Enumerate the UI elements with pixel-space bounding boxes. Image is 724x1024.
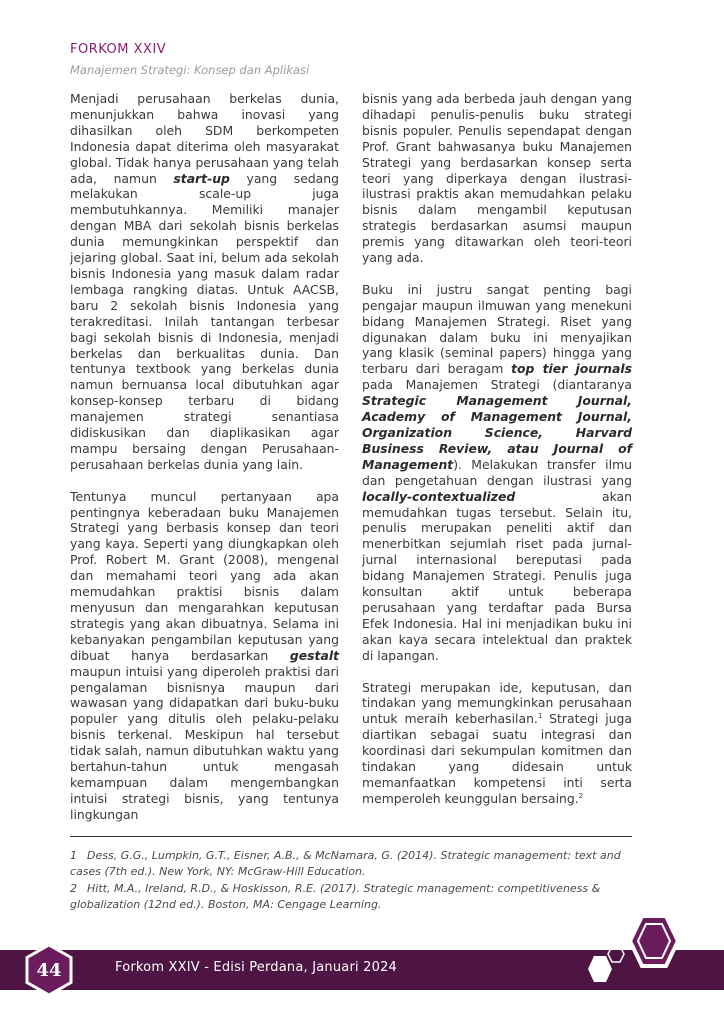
footer-edition-text: Forkom XXIV - Edisi Perdana, Januari 2024 [115,960,398,975]
emphasis-text: top tier journals [511,361,632,377]
page-header [70,42,309,77]
publication-title: FORKOM XXIV [70,42,167,57]
text-run: Tentunya muncul pertanyaan apa pentingnya keberadaan buku Manajemen Strategi yang berbasis konsep dan teori yang kaya. Seperti yang diungkapkan oleh Prof. Robert M. Grant (2008), mengenal dan memahami teori yang ada akan memudahkan praktisi bisnis dalam menyusun dan mengarahkan keputusan strategis yang akan dibuatnya. Selama ini kebanyakan pengambilan keputusan yang dibuat hanya berdasarkan [70,488,339,663]
paragraph [70,489,339,823]
text-run: yang sedang melakukan scale-up juga membutuhkannya. Memiliki manajer dengan MBA dari sekolah bisnis berkelas dunia memungkinkan perspektif dan jejaring global. Saat ini, belum ada sekolah bisnis Indonesia yang masuk dalam radar lembaga rangking diatas. Untuk AACSB, baru 2 sekolah bisnis Indonesia yang terakreditasi. Inilah tantangan terbesar bagi sekolah bisnis di Indonesia, menjadi berkelas dan berkualitas dunia. Dan tentunya textbook yang berkelas dunia namun bernuansa local dibutuhkan agar konsep-konsep terbaru di bidang manajemen strategi senantiasa didiskusikan dan diaplikasikan agar mampu bersaing dengan Perusahaan-perusahaan berkelas dunia yang lain. [70,170,339,472]
footnote-item [70,881,630,912]
text-run: ). Melakukan transfer ilmu dan pengetahuan dengan ilustrasi yang [362,456,632,488]
emphasis-text: locally-contextualized [362,488,516,504]
footnote-number: 1 [70,849,77,862]
footnote-reference: 2 [578,791,584,800]
decorative-hexagons-icon [580,908,710,988]
emphasis-text: Strategic Management Journal, Academy of Management Journal, Organization Science, Harvard Business Review, atau Journal of Management [362,393,632,472]
text-run: bisnis yang ada berbeda jauh dengan yang dihadapi penulis-penulis buku strategi bisnis populer. Penulis sependapat dengan Prof. Grant bahwasanya buku Manajemen Strategi yang berdasarkan konsep serta teori yang diperkaya dengan ilustrasi-ilustrasi praktis akan memudahkan pelaku bisnis dalam mengambil keputusan strategis berdasarkan asumsi maupun premis yang ditawarkan oleh teori-teori yang ada. [362,91,632,266]
paragraph [70,91,339,473]
footnote-text: Hitt, M.A., Ireland, R.D., & Hoskisson, R.E. (2017). Strategic management: competitiveness & globalization (12nd ed.). Boston, MA: Cengage Learning. [70,882,601,911]
emphasis-text: start-up [173,170,230,186]
footnote-item [70,848,630,879]
paragraph [362,282,632,664]
text-run: Strategi juga diartikan sebagai suatu integrasi dan koordinasi dari sekumpulan komitmen dan tindakan yang didesain untuk memanfaatkan kompetensi inti serta memperoleh keunggulan bersaing. [362,711,632,806]
right-text-column [362,91,632,823]
left-text-column [70,91,339,839]
footnotes [70,848,630,914]
text-run: Menjadi perusahaan berkelas dunia, menunjukkan bahwa inovasi yang dihasilkan oleh SDM berkompeten Indonesia dapat diterima oleh masyarakat global. Tidak hanya perusahaan yang telah ada, namun [70,91,339,186]
paragraph [362,680,632,807]
text-run: Buku ini justru sangat penting bagi pengajar maupun ilmuwan yang menekuni bidang Manajemen Strategi. Riset yang digunakan dalam buku ini menyajikan yang klasik (seminal papers) hingga yang terbaru dari beragam [362,281,632,377]
text-run: Strategi merupakan ide, keputusan, dan tindakan yang memungkinkan perusahaan untuk meraih keberhasilan. [362,679,632,727]
footnote-text: Dess, G.G., Lumpkin, G.T., Eisner, A.B., & McNamara, G. (2014). Strategic management: text and cases (7th ed.). New York, NY: McGraw-Hill Education. [70,849,621,878]
paragraph [362,91,632,266]
text-run: pada Manajemen Strategi (diantaranya [362,377,632,393]
text-run: maupun intuisi yang diperoleh praktisi dari pengalaman bisnisnya maupun dari wawasan yang didapatkan dari buku-buku populer yang ditulis oleh pelaku-pelaku bisnis terkenal. Meskipun hal tersebut tidak salah, namun dibutuhkan waktu yang bertahun-tahun untuk mengasah kemampuan dalam mengembangkan intuisi strategi bisnis, yang tentunya lingkungan [70,663,339,822]
text-run: akan memudahkan tugas tersebut. Selain itu, penulis merupakan peneliti aktif dan menerbitkan sejumlah riset pada jurnal-jurnal internasional bereputasi pada bidang Manajemen Strategi. Penulis juga konsultan aktif untuk beberapa perusahaan yang terdaftar pada Bursa Efek Indonesia. Hal ini menjadikan buku ini akan kaya secara intelektual dan praktek di lapangan. [362,488,632,663]
emphasis-text: gestalt [289,647,339,663]
footnote-reference: 1 [537,712,543,721]
footnote-divider [70,836,632,837]
footnote-number: 2 [70,882,77,895]
page-number: 44 [36,959,62,981]
book-subtitle: Manajemen Strategi: Konsep dan Aplikasi [70,63,310,77]
